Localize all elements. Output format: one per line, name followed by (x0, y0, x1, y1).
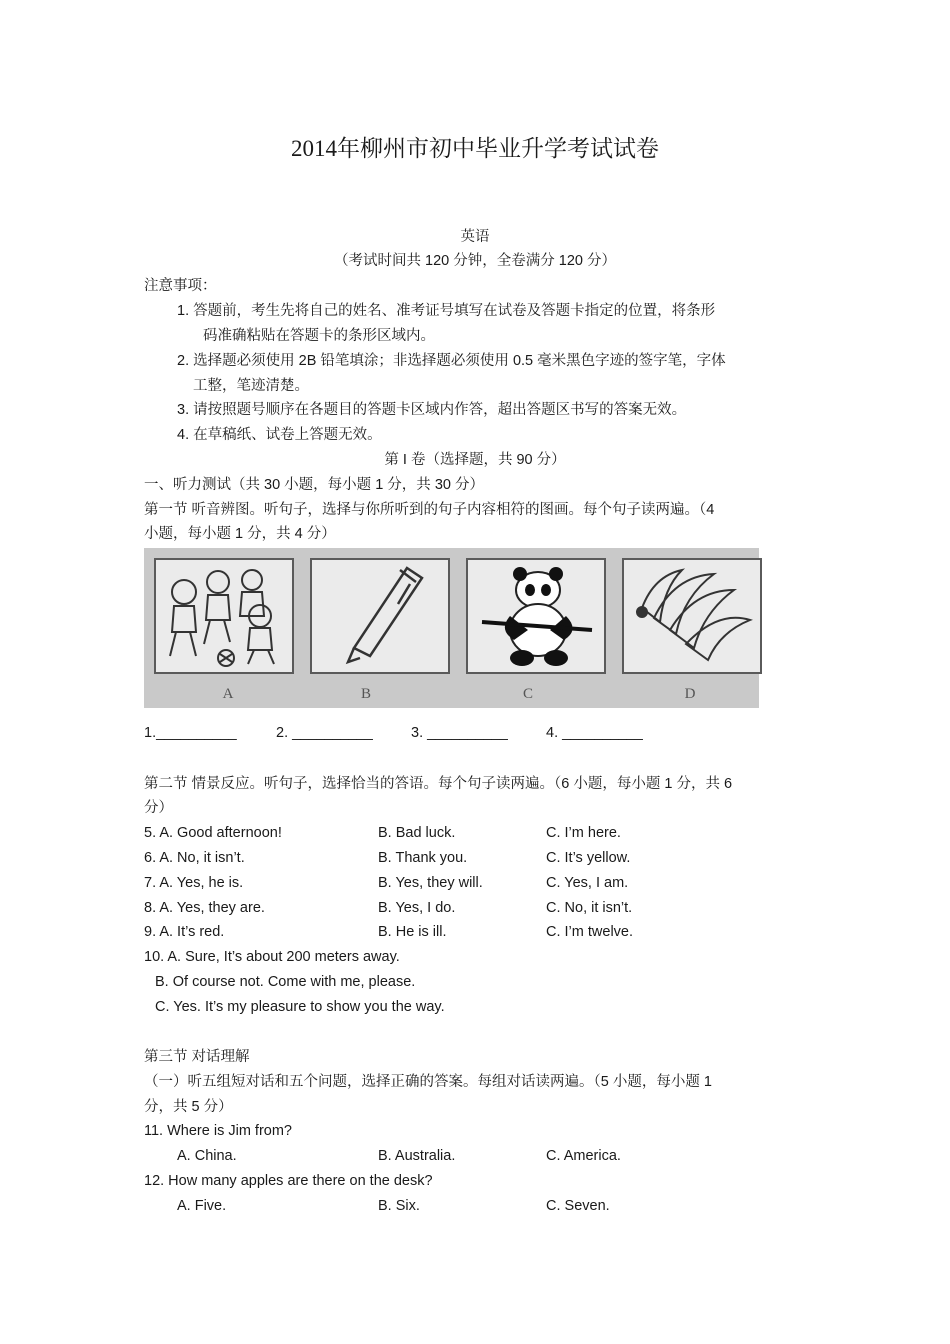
question-option: 5. A. Good afternoon! (144, 825, 282, 841)
note-item: 1. 答题前，考生先将自己的姓名、准考证号填写在试卷及答题卡指定的位置，将条形 (177, 303, 716, 319)
question-text: 12. How many apples are there on the desk? (144, 1173, 433, 1189)
note-item: 2. 选择题必须使用 2B 铅笔填涂；非选择题必须使用 0.5 毫米黑色字迹的签字笔，字体 (177, 353, 726, 369)
section2-instructions: 第二节 情景反应。听句子，选择恰当的答语。每个句子读两遍。（6 小题，每小题 1 分，共 6 (144, 776, 733, 792)
section3-heading: 第三节 对话理解 (144, 1049, 250, 1065)
question-option: C. Seven. (546, 1198, 610, 1214)
answer-blank: 1.__________ (144, 725, 237, 741)
part1-heading: 一、听力测试（共 30 小题，每小题 1 分，共 30 分） (144, 477, 484, 493)
bananas-icon (624, 560, 760, 672)
picture-a-children-football (154, 558, 294, 674)
question-option: A. China. (177, 1148, 237, 1164)
question-option: C. No, it isn’t. (546, 900, 633, 916)
notes-heading: 注意事项： (144, 278, 217, 294)
question-option: 9. A. It’s red. (144, 924, 225, 940)
section2-instructions: 分） (144, 800, 173, 816)
picture-c-panda (466, 558, 606, 674)
question-option: A. Five. (177, 1198, 227, 1214)
question-option: 10. A. Sure, It’s about 200 meters away. (144, 949, 400, 965)
question-option: 6. A. No, it isn’t. (144, 850, 245, 866)
exam-info: （考试时间共 120 分钟，全卷满分 120 分） (334, 253, 616, 269)
question-option: 7. A. Yes, he is. (144, 875, 244, 891)
volume-heading: 第 I 卷（选择题，共 90 分） (384, 452, 566, 468)
exam-title: 2014年柳州市初中毕业升学考试试卷 (291, 136, 659, 161)
note-item: 3. 请按照题号顺序在各题目的答题卡区域内作答，超出答题区书写的答案无效。 (177, 402, 687, 418)
children-football-icon (156, 560, 292, 672)
picture-label: B (360, 686, 371, 702)
question-option: B. Thank you. (378, 850, 468, 866)
answer-blank: 3. __________ (411, 725, 508, 741)
question-option: B. Six. (378, 1198, 420, 1214)
picture-d-bananas (622, 558, 762, 674)
section3-instructions: 分，共 5 分） (144, 1099, 233, 1115)
subject-heading: 英语 (460, 229, 490, 245)
note-item: 4. 在草稿纸、试卷上答题无效。 (177, 427, 382, 443)
answer-blank: 2. __________ (276, 725, 373, 741)
question-option: B. Yes, I do. (378, 900, 456, 916)
section1-instructions: 第一节 听音辨图。听句子，选择与你所听到的句子内容相符的图画。每个句子读两遍。（4 (144, 502, 715, 518)
question-option: C. Yes. It’s my pleasure to show you the way. (155, 999, 445, 1015)
note-item: 码准确粘贴在答题卡的条形区域内。 (203, 328, 435, 344)
question-option: B. He is ill. (378, 924, 447, 940)
picture-label: A (222, 686, 234, 702)
question-option: C. Yes, I am. (546, 875, 629, 891)
panda-icon (468, 560, 604, 672)
question-option: B. Australia. (378, 1148, 456, 1164)
picture-b-pen (310, 558, 450, 674)
question-option: C. I’m twelve. (546, 924, 634, 940)
pen-icon (312, 560, 448, 672)
question-option: C. It’s yellow. (546, 850, 631, 866)
answer-blank: 4. __________ (546, 725, 643, 741)
question-option: B. Of course not. Come with me, please. (155, 974, 416, 990)
question-option: C. America. (546, 1148, 621, 1164)
question-option: 8. A. Yes, they are. (144, 900, 265, 916)
picture-label: D (684, 686, 696, 702)
picture-label: C (522, 686, 533, 702)
question-option: B. Bad luck. (378, 825, 456, 841)
question-text: 11. Where is Jim from? (144, 1123, 292, 1139)
question-option: B. Yes, they will. (378, 875, 483, 891)
question-option: C. I’m here. (546, 825, 621, 841)
section3-instructions: （一）听五组短对话和五个问题，选择正确的答案。每组对话读两遍。（5 小题，每小题 1 (144, 1074, 712, 1090)
section1-instructions: 小题，每小题 1 分，共 4 分） (144, 526, 336, 542)
note-item: 工整，笔迹清楚。 (193, 378, 309, 394)
listening-pictures (144, 548, 759, 708)
